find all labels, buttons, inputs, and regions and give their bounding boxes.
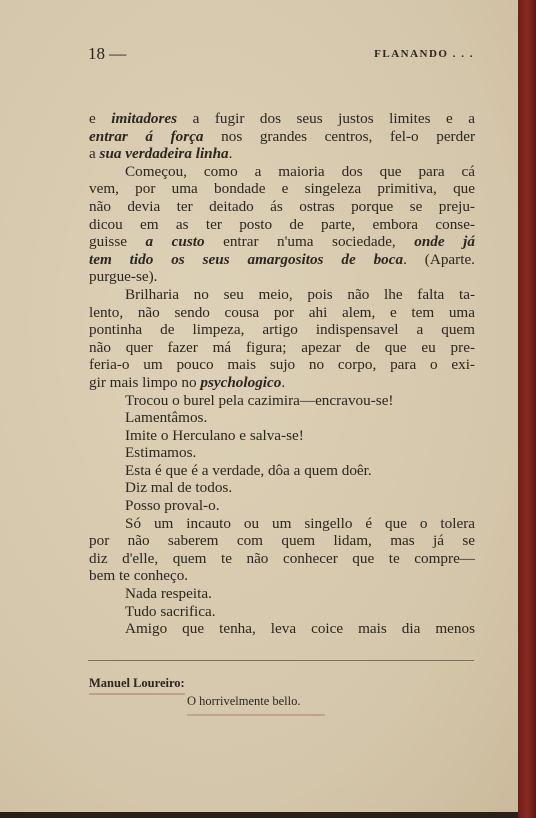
text-line	[89, 198, 475, 216]
text-line	[89, 585, 475, 603]
text-segment: dicou em as ter posto de parte, embora conse-	[89, 215, 475, 233]
text-segment: Imite o Herculano e salva-se!	[125, 426, 304, 444]
text-segment: guisse	[89, 233, 146, 251]
text-segment: . (Aparte.	[403, 250, 475, 268]
text-line	[89, 180, 475, 198]
text-line	[89, 163, 475, 181]
text-segment: não devia ter deitado ás ostras porque se preju-	[89, 197, 475, 215]
running-title: FLANANDO . . .	[374, 48, 474, 60]
text-line	[89, 286, 475, 304]
text-segment: Começou, como a maioria dos que para cá	[125, 162, 475, 180]
text-segment: Amigo que tenha, leva coice mais dia menos	[125, 620, 475, 638]
emphasis-text: a custo	[145, 233, 205, 251]
text-segment: Esta é que é a verdade, dôa a quem doêr.	[125, 461, 372, 479]
footnote-divider	[88, 660, 474, 661]
text-line	[89, 515, 475, 533]
text-line	[89, 462, 475, 480]
text-segment: Nada respeita.	[125, 585, 212, 603]
text-line	[89, 339, 475, 357]
text-segment: diz d'elle, quem te não conhecer que te compre—	[89, 549, 475, 567]
text-line	[89, 268, 475, 286]
text-segment: Posso proval-o.	[125, 497, 220, 515]
text-line	[89, 479, 475, 497]
text-line	[89, 427, 475, 445]
text-line	[89, 304, 475, 322]
text-segment: Tudo sacrifica.	[125, 602, 216, 620]
text-line	[89, 567, 475, 585]
text-segment: bem te conheço.	[89, 567, 189, 585]
text-line	[89, 110, 475, 128]
text-segment: a	[89, 145, 100, 163]
text-segment: pontinha de limpeza, artigo indispensavel a quem	[89, 321, 475, 339]
footnote-quote: O horrivelmente bello.	[187, 694, 475, 709]
text-segment: vem, por uma bondade e singeleza primitiva, que	[89, 180, 475, 198]
book-edge	[518, 0, 536, 818]
text-line	[89, 233, 475, 251]
emphasis-text: onde já	[414, 233, 475, 251]
text-segment: nos grandes centros, fel-o perder	[203, 127, 476, 145]
emphasis-text: imitadores	[111, 110, 178, 127]
text-segment: gir mais limpo no	[89, 373, 201, 391]
text-line	[89, 620, 475, 638]
text-segment: Brilharia no seu meio, pois não lhe falta ta-	[125, 285, 475, 303]
text-segment: Lamentâmos.	[125, 409, 208, 427]
text-segment: a fugir dos seus justos limites e a	[177, 110, 475, 127]
text-line	[89, 550, 475, 568]
text-line	[89, 374, 475, 392]
text-line	[89, 356, 475, 374]
footnote	[89, 676, 475, 709]
text-segment: lento, não sendo cousa por ahi alem, e tem uma	[89, 303, 475, 321]
text-segment: Estimamos.	[125, 444, 197, 462]
emphasis-text: tem tido os seus amargositos de boca	[89, 250, 404, 268]
text-segment: purgue-se).	[89, 268, 158, 286]
page-header	[88, 44, 474, 68]
text-line	[89, 145, 475, 163]
text-line	[89, 216, 475, 234]
body-text	[89, 110, 475, 638]
text-segment: entrar n'uma sociedade,	[204, 233, 415, 251]
text-segment: Trocou o burel pela cazimira—encravou-se!	[125, 391, 394, 409]
text-line	[89, 251, 475, 269]
emphasis-text: sua verdadeira linha	[99, 145, 229, 163]
page-number: 18 —	[88, 44, 127, 63]
footnote-author: Manuel Loureiro:	[89, 676, 475, 691]
text-line	[89, 497, 475, 515]
emphasis-text: entrar á força	[89, 127, 204, 145]
text-segment: Diz mal de todos.	[125, 479, 233, 497]
text-line	[89, 409, 475, 427]
emphasis-text: psychologico	[200, 373, 282, 391]
text-segment: por não saberem com quem lidam, mas já se	[89, 532, 475, 550]
text-segment: feria-o um pouco mais sujo no corpo, para o exi-	[89, 356, 475, 374]
text-segment: e	[89, 110, 112, 127]
text-line	[89, 603, 475, 621]
text-segment: .	[228, 145, 233, 163]
text-segment: não quer fazer má figura; apezar de que eu pre-	[89, 338, 475, 356]
text-line	[89, 321, 475, 339]
text-segment: .	[281, 373, 286, 391]
text-line	[89, 444, 475, 462]
text-segment: Só um incauto ou um singello é que o tolera	[125, 514, 475, 532]
text-line	[89, 532, 475, 550]
text-line	[89, 392, 475, 410]
text-line	[89, 128, 475, 146]
